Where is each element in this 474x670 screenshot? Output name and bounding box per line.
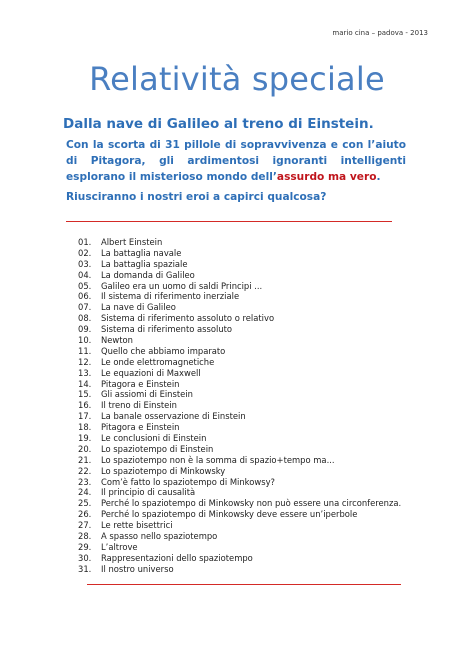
toc-item-title: La battaglia spaziale	[101, 258, 188, 269]
toc-item-title: Newton	[101, 335, 133, 346]
toc-item-number: 11.	[78, 345, 92, 356]
toc-item-number: 02.	[78, 247, 92, 258]
toc-item	[78, 379, 401, 390]
toc-item	[78, 455, 401, 466]
bottom-divider	[87, 584, 401, 585]
toc-item-number: 27.	[78, 520, 92, 531]
toc-item-number: 03.	[78, 258, 92, 269]
toc-item-title: Galileo era un uomo di saldi Principi ...	[101, 280, 263, 291]
toc-item	[78, 553, 401, 564]
toc-item	[78, 302, 401, 313]
toc-item-title: Lo spaziotempo non è la somma di spazio+tempo ma...	[101, 454, 335, 465]
lead-question: Riusciranno i nostri eroi a capirci qualcosa?	[66, 191, 327, 203]
toc-item	[78, 291, 401, 302]
table-of-contents	[78, 237, 401, 575]
toc-item	[78, 259, 401, 270]
toc-item-number: 24.	[78, 487, 92, 498]
toc-item-title: Il treno di Einstein	[101, 400, 177, 411]
toc-item-title: La banale osservazione di Einstein	[101, 411, 246, 422]
toc-item-number: 01.	[78, 237, 92, 247]
toc-item-number: 29.	[78, 541, 92, 552]
toc-item-number: 13.	[78, 367, 92, 378]
toc-item	[78, 531, 401, 542]
toc-item-title: Gli assiomi di Einstein	[101, 389, 193, 400]
toc-item	[78, 346, 401, 357]
toc-item-title: La battaglia navale	[101, 247, 182, 258]
toc-item-title: Le conclusioni di Einstein	[101, 433, 207, 444]
toc-item-number: 18.	[78, 422, 92, 433]
author-credit: mario cina – padova - 2013	[332, 29, 428, 37]
toc-item-number: 16.	[78, 400, 92, 411]
toc-item-title: Lo spaziotempo di Minkowsky	[101, 465, 226, 476]
toc-item-title: Pitagora e Einstein	[101, 422, 180, 433]
toc-item-number: 26.	[78, 509, 92, 520]
toc-item-title: Le rette bisettrici	[101, 520, 173, 531]
toc-item-number: 23.	[78, 476, 92, 487]
toc-item	[78, 509, 401, 520]
toc-item	[78, 389, 401, 400]
toc-item	[78, 466, 401, 477]
toc-item-number: 14.	[78, 378, 92, 389]
toc-item-title: Pitagora e Einstein	[101, 378, 180, 389]
toc-item-title: Le equazioni di Maxwell	[101, 367, 201, 378]
toc-item	[78, 368, 401, 379]
toc-item-number: 30.	[78, 552, 92, 563]
intro-text: Con la scorta di 31 pillole di sopravvivenza e con l’aiuto di Pitagora, gli ardimentosi ignoranti intelligenti esplorano il misterioso mondo dell’	[66, 139, 406, 183]
toc-item-number: 09.	[78, 324, 92, 335]
toc-item	[78, 281, 401, 292]
toc-item-title: L’altrove	[101, 541, 138, 552]
toc-item	[78, 335, 401, 346]
toc-item-title: Quello che abbiamo imparato	[101, 345, 226, 356]
toc-item	[78, 324, 401, 335]
toc-item-title: A spasso nello spaziotempo	[101, 531, 218, 542]
toc-item-title: Perché lo spaziotempo di Minkowsky deve essere un’iperbole	[101, 509, 358, 520]
toc-item	[78, 248, 401, 259]
toc-item-number: 25.	[78, 498, 92, 509]
intro-end: .	[376, 171, 381, 183]
toc-item-number: 12.	[78, 356, 92, 367]
toc-item-number: 04.	[78, 269, 92, 280]
toc-item-number: 17.	[78, 411, 92, 422]
toc-item	[78, 542, 401, 553]
toc-item-number: 20.	[78, 443, 92, 454]
toc-item-number: 21.	[78, 454, 92, 465]
toc-item-title: Lo spaziotempo di Einstein	[101, 443, 214, 454]
toc-item-number: 08.	[78, 313, 92, 324]
toc-item	[78, 313, 401, 324]
toc-item-number: 05.	[78, 280, 92, 291]
toc-item	[78, 487, 401, 498]
toc-item-title: Sistema di riferimento assoluto o relativo	[101, 313, 275, 324]
toc-item-title: Il sistema di riferimento inerziale	[101, 291, 240, 302]
toc-item	[78, 400, 401, 411]
toc-item-title: La domanda di Galileo	[101, 269, 195, 280]
toc-item	[78, 498, 401, 509]
toc-item-title: Albert Einstein	[101, 237, 163, 247]
toc-item-title: Il nostro universo	[101, 563, 174, 574]
toc-item-title: La nave di Galileo	[101, 302, 176, 313]
toc-item-number: 06.	[78, 291, 92, 302]
intro-paragraph	[66, 137, 406, 185]
toc-item	[78, 444, 401, 455]
toc-item	[78, 422, 401, 433]
document-subtitle: Dalla nave di Galileo al treno di Einstein.	[63, 116, 374, 132]
toc-item	[78, 477, 401, 488]
toc-item-number: 10.	[78, 335, 92, 346]
toc-item	[78, 564, 401, 575]
toc-item-number: 31.	[78, 563, 92, 574]
toc-item	[78, 270, 401, 281]
document-title: Relatività speciale	[89, 60, 385, 98]
toc-item-number: 22.	[78, 465, 92, 476]
toc-item-title: Il principio di causalità	[101, 487, 196, 498]
toc-item-title: Perché lo spaziotempo di Minkowsky non può essere una circonferenza.	[101, 498, 402, 509]
toc-item	[78, 357, 401, 368]
toc-item-number: 15.	[78, 389, 92, 400]
toc-item	[78, 433, 401, 444]
toc-item-title: Sistema di riferimento assoluto	[101, 324, 233, 335]
top-divider	[66, 221, 392, 222]
toc-item-title: Le onde elettromagnetiche	[101, 356, 215, 367]
toc-item	[78, 520, 401, 531]
toc-item	[78, 411, 401, 422]
toc-item	[78, 237, 401, 248]
intro-highlight: assurdo ma vero	[276, 171, 377, 183]
toc-item-title: Rappresentazioni dello spaziotempo	[101, 552, 253, 563]
toc-item-number: 19.	[78, 433, 92, 444]
toc-item-title: Com’è fatto lo spaziotempo di Minkowsy?	[101, 476, 275, 487]
toc-item-number: 28.	[78, 531, 92, 542]
toc-item-number: 07.	[78, 302, 92, 313]
